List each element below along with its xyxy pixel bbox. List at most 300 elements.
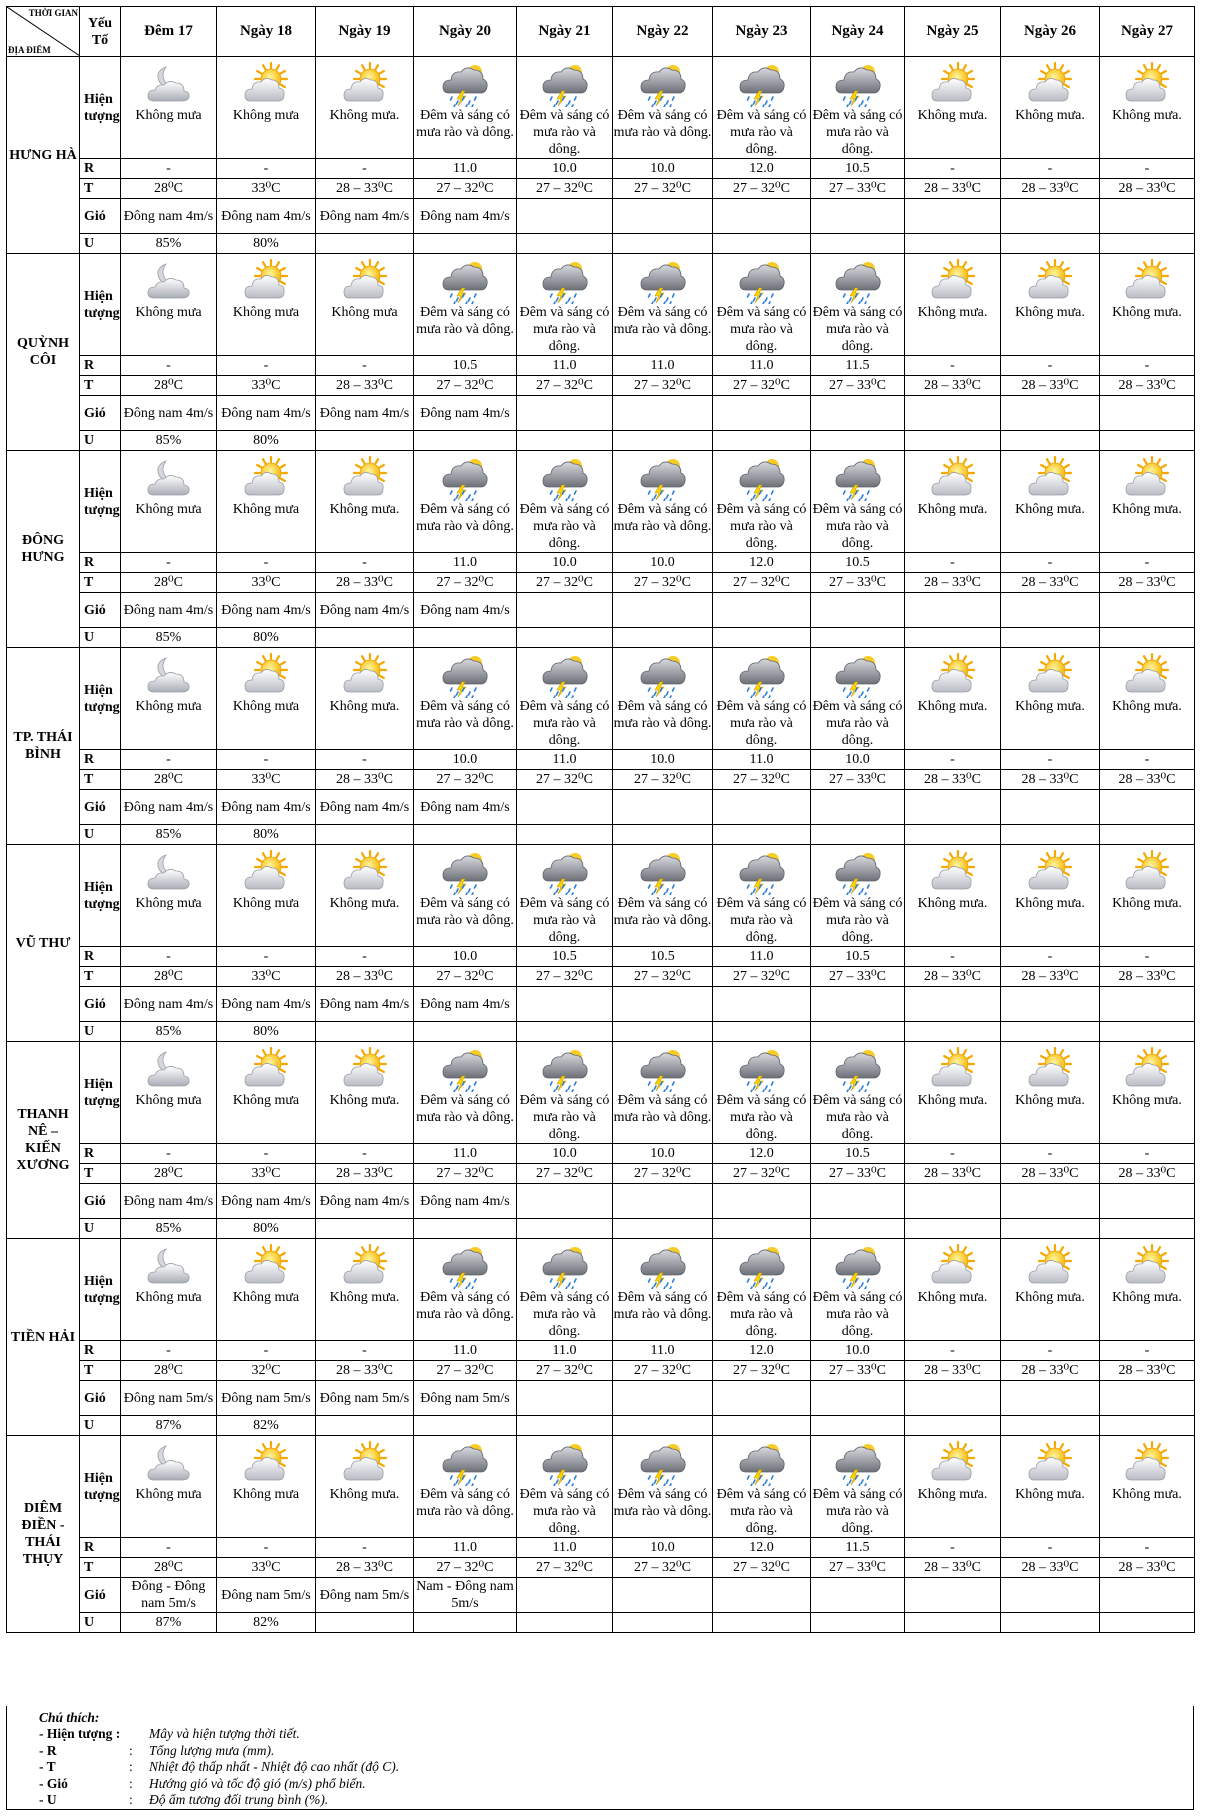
wind-value bbox=[1001, 199, 1100, 234]
rain-value: - bbox=[316, 947, 414, 967]
wind-value bbox=[713, 987, 811, 1022]
row-u bbox=[7, 1613, 1195, 1633]
humidity-value: 87% bbox=[121, 1416, 217, 1436]
field-label-u: U bbox=[80, 628, 121, 648]
humidity-value bbox=[713, 234, 811, 254]
field-label-u: U bbox=[80, 431, 121, 451]
humidity-value bbox=[316, 825, 414, 845]
sun-cloud-icon bbox=[1001, 455, 1099, 501]
phenomenon-text: Đêm và sáng có mưa rào và dông. bbox=[716, 1093, 807, 1142]
field-label-hien_tuong: Hiện tượng bbox=[80, 57, 121, 159]
temp-value: 27 – 32⁰C bbox=[517, 967, 613, 987]
wind-value: Đông - Đông nam 5m/s bbox=[121, 1578, 217, 1613]
humidity-value bbox=[414, 234, 517, 254]
temp-value: 28⁰C bbox=[121, 573, 217, 593]
temp-value: 33⁰C bbox=[217, 179, 316, 199]
wind-value bbox=[517, 1578, 613, 1613]
temp-value: 28 – 33⁰C bbox=[905, 1164, 1001, 1184]
sun-cloud-icon bbox=[316, 652, 413, 698]
sun-cloud-icon bbox=[905, 1243, 1000, 1289]
temp-value: 28⁰C bbox=[121, 770, 217, 790]
sun-cloud-icon bbox=[217, 258, 315, 304]
phenomenon-text: Đêm và sáng có mưa rào và dông. bbox=[812, 1093, 903, 1142]
wind-value bbox=[713, 593, 811, 628]
row-r bbox=[7, 1341, 1195, 1361]
temp-value: 28 – 33⁰C bbox=[905, 770, 1001, 790]
humidity-value bbox=[1001, 1613, 1100, 1633]
legend-value: Độ ẩm tương đối trung bình (%). bbox=[149, 1792, 329, 1807]
rain-value: 10.0 bbox=[613, 1144, 713, 1164]
wind-value: Đông nam 4m/s bbox=[414, 790, 517, 825]
wind-value bbox=[613, 790, 713, 825]
weather-cell bbox=[905, 451, 1001, 553]
sun-cloud-icon bbox=[1100, 455, 1194, 501]
rain-value: - bbox=[905, 356, 1001, 376]
thunderstorm-rain-icon bbox=[713, 1046, 810, 1092]
location-name: THANH NÊ – KIẾN XƯƠNG bbox=[7, 1042, 80, 1239]
row-t bbox=[7, 376, 1195, 396]
temp-value: 27 – 32⁰C bbox=[713, 376, 811, 396]
temp-value: 27 – 32⁰C bbox=[613, 967, 713, 987]
humidity-value bbox=[905, 234, 1001, 254]
phenomenon-text: Không mưa bbox=[135, 699, 202, 714]
day-header: Ngày 18 bbox=[217, 7, 316, 57]
wind-value bbox=[811, 1578, 905, 1613]
field-label-gio: Gió bbox=[80, 987, 121, 1022]
phenomenon-text: Không mưa. bbox=[1015, 502, 1085, 517]
wind-value: Đông nam 4m/s bbox=[414, 987, 517, 1022]
row-t bbox=[7, 770, 1195, 790]
wind-value bbox=[811, 1184, 905, 1219]
weather-cell bbox=[121, 845, 217, 947]
wind-value bbox=[811, 987, 905, 1022]
field-label-hien_tuong: Hiện tượng bbox=[80, 254, 121, 356]
row-g bbox=[7, 396, 1195, 431]
wind-value: Đông nam 4m/s bbox=[414, 1184, 517, 1219]
phenomenon-text: Đêm và sáng có mưa rào và dông. bbox=[716, 108, 807, 157]
phenomenon-text: Không mưa. bbox=[917, 502, 988, 517]
wind-value: Đông nam 4m/s bbox=[217, 396, 316, 431]
rain-value: - bbox=[905, 1538, 1001, 1558]
humidity-value bbox=[517, 1219, 613, 1239]
phenomenon-text: Không mưa. bbox=[1112, 896, 1182, 911]
temp-value: 28⁰C bbox=[121, 967, 217, 987]
weather-cell bbox=[121, 57, 217, 159]
temp-value: 28 – 33⁰C bbox=[1001, 573, 1100, 593]
temp-value: 28 – 33⁰C bbox=[316, 967, 414, 987]
sun-cloud-icon bbox=[217, 1440, 315, 1486]
phenomenon-text: Đêm và sáng có mưa rào và dông. bbox=[613, 108, 712, 140]
humidity-value bbox=[613, 1416, 713, 1436]
temp-value: 33⁰C bbox=[217, 770, 316, 790]
weather-cell bbox=[414, 254, 517, 356]
phenomenon-text: Đêm và sáng có mưa rào và dông. bbox=[613, 305, 712, 337]
rain-value: 12.0 bbox=[713, 1538, 811, 1558]
row-ht bbox=[7, 648, 1195, 750]
phenomenon-text: Không mưa. bbox=[329, 108, 400, 123]
rain-value: 11.0 bbox=[414, 1144, 517, 1164]
phenomenon-text: Không mưa. bbox=[329, 699, 400, 714]
wind-value bbox=[613, 1578, 713, 1613]
rain-value: - bbox=[1001, 1341, 1100, 1361]
sun-cloud-icon bbox=[1100, 1046, 1194, 1092]
humidity-value bbox=[414, 431, 517, 451]
thunderstorm-rain-icon bbox=[414, 652, 516, 698]
wind-value: Đông nam 5m/s bbox=[414, 1381, 517, 1416]
wind-value bbox=[613, 1184, 713, 1219]
rain-value: - bbox=[1001, 750, 1100, 770]
legend-value: Mây và hiện tượng thời tiết. bbox=[149, 1726, 300, 1741]
weather-cell bbox=[1001, 648, 1100, 750]
rain-value: - bbox=[217, 750, 316, 770]
weather-cell bbox=[905, 648, 1001, 750]
weather-cell bbox=[414, 845, 517, 947]
humidity-value bbox=[517, 1613, 613, 1633]
wind-value: Nam - Đông nam 5m/s bbox=[414, 1578, 517, 1613]
weather-cell bbox=[316, 57, 414, 159]
wind-value bbox=[905, 790, 1001, 825]
wind-value: Đông nam 4m/s bbox=[316, 790, 414, 825]
wind-value bbox=[905, 199, 1001, 234]
weather-cell bbox=[713, 1042, 811, 1144]
sun-cloud-icon bbox=[217, 1046, 315, 1092]
rain-value: - bbox=[1001, 947, 1100, 967]
thunderstorm-rain-icon bbox=[613, 1046, 712, 1092]
sun-cloud-icon bbox=[1001, 61, 1099, 107]
temp-value: 28 – 33⁰C bbox=[1001, 770, 1100, 790]
wind-value bbox=[613, 593, 713, 628]
row-t bbox=[7, 573, 1195, 593]
phenomenon-text: Không mưa. bbox=[1015, 1290, 1085, 1305]
humidity-value: 85% bbox=[121, 628, 217, 648]
temp-value: 28 – 33⁰C bbox=[316, 1164, 414, 1184]
humidity-value bbox=[811, 628, 905, 648]
day-header: Ngày 26 bbox=[1001, 7, 1100, 57]
humidity-value bbox=[316, 1219, 414, 1239]
humidity-value bbox=[414, 1219, 517, 1239]
weather-cell bbox=[713, 57, 811, 159]
phenomenon-text: Đêm và sáng có mưa rào và dông. bbox=[812, 1487, 903, 1536]
wind-value: Đông nam 5m/s bbox=[121, 1381, 217, 1416]
field-label-u: U bbox=[80, 1219, 121, 1239]
weather-cell bbox=[713, 1239, 811, 1341]
sun-cloud-icon bbox=[905, 455, 1000, 501]
row-r bbox=[7, 159, 1195, 179]
legend-key: - Gió bbox=[39, 1775, 68, 1791]
phenomenon-text: Không mưa bbox=[135, 1093, 202, 1108]
night-cloud-icon bbox=[121, 61, 216, 107]
humidity-value bbox=[414, 825, 517, 845]
humidity-value bbox=[811, 1613, 905, 1633]
wind-value bbox=[905, 593, 1001, 628]
wind-value: Đông nam 4m/s bbox=[121, 593, 217, 628]
field-label-hien_tuong: Hiện tượng bbox=[80, 1239, 121, 1341]
wind-value: Đông nam 4m/s bbox=[121, 396, 217, 431]
rain-value: 10.0 bbox=[811, 1341, 905, 1361]
row-u bbox=[7, 431, 1195, 451]
field-label-hien_tuong: Hiện tượng bbox=[80, 648, 121, 750]
rain-value: - bbox=[905, 1144, 1001, 1164]
rain-value: 11.0 bbox=[613, 356, 713, 376]
row-ht bbox=[7, 1042, 1195, 1144]
sun-cloud-icon bbox=[905, 652, 1000, 698]
rain-value: - bbox=[1001, 159, 1100, 179]
temp-value: 28 – 33⁰C bbox=[1100, 1164, 1195, 1184]
weather-cell bbox=[613, 648, 713, 750]
rain-value: 10.0 bbox=[414, 947, 517, 967]
weather-cell bbox=[713, 648, 811, 750]
phenomenon-text: Đêm và sáng có mưa rào và dông. bbox=[613, 502, 712, 534]
sun-cloud-icon bbox=[1001, 258, 1099, 304]
row-u bbox=[7, 1022, 1195, 1042]
thunderstorm-rain-icon bbox=[517, 652, 612, 698]
rain-value: 11.5 bbox=[811, 356, 905, 376]
row-u bbox=[7, 1416, 1195, 1436]
temp-value: 27 – 32⁰C bbox=[613, 573, 713, 593]
sun-cloud-icon bbox=[905, 1440, 1000, 1486]
rain-value: 12.0 bbox=[713, 1341, 811, 1361]
header-factor-label: Yếu Tố bbox=[80, 7, 121, 57]
weather-cell bbox=[517, 451, 613, 553]
sun-cloud-icon bbox=[1001, 849, 1099, 895]
thunderstorm-rain-icon bbox=[517, 258, 612, 304]
rain-value: 10.5 bbox=[811, 553, 905, 573]
humidity-value bbox=[713, 431, 811, 451]
temp-value: 27 – 32⁰C bbox=[517, 573, 613, 593]
thunderstorm-rain-icon bbox=[414, 849, 516, 895]
wind-value bbox=[1001, 790, 1100, 825]
sun-cloud-icon bbox=[1001, 652, 1099, 698]
weather-cell bbox=[905, 1239, 1001, 1341]
wind-value bbox=[905, 987, 1001, 1022]
legend-key: - U bbox=[39, 1792, 57, 1807]
weather-cell bbox=[414, 1042, 517, 1144]
weather-cell bbox=[1001, 254, 1100, 356]
thunderstorm-rain-icon bbox=[811, 258, 904, 304]
humidity-value bbox=[1100, 1219, 1195, 1239]
sun-cloud-icon bbox=[905, 61, 1000, 107]
humidity-value bbox=[1001, 431, 1100, 451]
forecast-table bbox=[6, 6, 1195, 1633]
wind-value bbox=[517, 987, 613, 1022]
temp-value: 28 – 33⁰C bbox=[1001, 967, 1100, 987]
field-label-r: R bbox=[80, 750, 121, 770]
field-label-t: T bbox=[80, 376, 121, 396]
field-label-r: R bbox=[80, 356, 121, 376]
thunderstorm-rain-icon bbox=[517, 1440, 612, 1486]
row-r bbox=[7, 1144, 1195, 1164]
weather-cell bbox=[613, 451, 713, 553]
legend-key: - Hiện tượng : bbox=[39, 1726, 121, 1741]
row-u bbox=[7, 628, 1195, 648]
sun-cloud-icon bbox=[1100, 258, 1194, 304]
humidity-value bbox=[316, 431, 414, 451]
day-header: Đêm 17 bbox=[121, 7, 217, 57]
field-label-u: U bbox=[80, 1022, 121, 1042]
wind-value: Đông nam 4m/s bbox=[121, 987, 217, 1022]
humidity-value bbox=[811, 1219, 905, 1239]
wind-value: Đông nam 4m/s bbox=[121, 1184, 217, 1219]
weather-cell bbox=[316, 254, 414, 356]
wind-value bbox=[1001, 1381, 1100, 1416]
temp-value: 27 – 32⁰C bbox=[613, 1558, 713, 1578]
temp-value: 28 – 33⁰C bbox=[1100, 770, 1195, 790]
sun-cloud-icon bbox=[905, 258, 1000, 304]
rain-value: - bbox=[217, 1538, 316, 1558]
sun-cloud-icon bbox=[217, 849, 315, 895]
phenomenon-text: Không mưa. bbox=[1015, 1487, 1085, 1502]
wind-value bbox=[811, 1381, 905, 1416]
humidity-value: 80% bbox=[217, 825, 316, 845]
temp-value: 33⁰C bbox=[217, 573, 316, 593]
thunderstorm-rain-icon bbox=[713, 455, 810, 501]
wind-value: Đông nam 4m/s bbox=[121, 790, 217, 825]
night-cloud-icon bbox=[121, 1046, 216, 1092]
field-label-r: R bbox=[80, 159, 121, 179]
row-t bbox=[7, 179, 1195, 199]
location-name: ĐÔNG HƯNG bbox=[7, 451, 80, 648]
thunderstorm-rain-icon bbox=[414, 61, 516, 107]
temp-value: 28 – 33⁰C bbox=[1100, 1558, 1195, 1578]
weather-cell bbox=[1001, 1436, 1100, 1538]
phenomenon-text: Đêm và sáng có mưa rào và dông. bbox=[519, 108, 610, 157]
wind-value: Đông nam 4m/s bbox=[121, 199, 217, 234]
temp-value: 28 – 33⁰C bbox=[905, 967, 1001, 987]
wind-value: Đông nam 5m/s bbox=[217, 1381, 316, 1416]
day-header: Ngày 27 bbox=[1100, 7, 1195, 57]
wind-value bbox=[517, 396, 613, 431]
weather-cell bbox=[713, 845, 811, 947]
wind-value bbox=[1100, 790, 1195, 825]
humidity-value bbox=[905, 628, 1001, 648]
weather-cell bbox=[517, 57, 613, 159]
temp-value: 27 – 32⁰C bbox=[713, 179, 811, 199]
weather-cell bbox=[517, 648, 613, 750]
night-cloud-icon bbox=[121, 849, 216, 895]
row-g bbox=[7, 987, 1195, 1022]
rain-value: 12.0 bbox=[713, 1144, 811, 1164]
phenomenon-text: Đêm và sáng có mưa rào và dông. bbox=[519, 1290, 610, 1339]
sun-cloud-icon bbox=[217, 61, 315, 107]
rain-value: 12.0 bbox=[713, 159, 811, 179]
wind-value bbox=[517, 199, 613, 234]
rain-value: - bbox=[1100, 1538, 1195, 1558]
location-name: TIỀN HẢI bbox=[7, 1239, 80, 1436]
rain-value: - bbox=[217, 356, 316, 376]
weather-cell bbox=[613, 845, 713, 947]
rain-value: - bbox=[121, 159, 217, 179]
night-cloud-icon bbox=[121, 652, 216, 698]
temp-value: 27 – 32⁰C bbox=[613, 376, 713, 396]
phenomenon-text: Không mưa. bbox=[1015, 108, 1085, 123]
phenomenon-text: Đêm và sáng có mưa rào và dông. bbox=[519, 896, 610, 945]
wind-value bbox=[811, 593, 905, 628]
wind-value bbox=[905, 1381, 1001, 1416]
sun-cloud-icon bbox=[1100, 849, 1194, 895]
wind-value: Đông nam 4m/s bbox=[217, 593, 316, 628]
temp-value: 28⁰C bbox=[121, 1558, 217, 1578]
field-label-gio: Gió bbox=[80, 790, 121, 825]
rain-value: 11.0 bbox=[414, 553, 517, 573]
weather-cell bbox=[414, 1436, 517, 1538]
weather-cell bbox=[1001, 1239, 1100, 1341]
rain-value: 11.0 bbox=[517, 1341, 613, 1361]
humidity-value bbox=[517, 825, 613, 845]
phenomenon-text: Đêm và sáng có mưa rào và dông. bbox=[519, 502, 610, 551]
temp-value: 28 – 33⁰C bbox=[1001, 179, 1100, 199]
humidity-value bbox=[905, 1219, 1001, 1239]
night-cloud-icon bbox=[121, 455, 216, 501]
temp-value: 28 – 33⁰C bbox=[316, 770, 414, 790]
weather-cell bbox=[217, 648, 316, 750]
rain-value: 11.0 bbox=[713, 750, 811, 770]
legend-colon: : bbox=[129, 1792, 133, 1807]
temp-value: 28 – 33⁰C bbox=[1100, 967, 1195, 987]
row-u bbox=[7, 234, 1195, 254]
field-label-t: T bbox=[80, 967, 121, 987]
phenomenon-text: Không mưa. bbox=[329, 1487, 400, 1502]
weather-cell bbox=[121, 1042, 217, 1144]
row-ht bbox=[7, 1239, 1195, 1341]
phenomenon-text: Không mưa. bbox=[917, 1093, 988, 1108]
weather-cell bbox=[517, 1042, 613, 1144]
sun-cloud-icon bbox=[316, 61, 413, 107]
phenomenon-text: Không mưa bbox=[135, 108, 202, 123]
phenomenon-text: Không mưa bbox=[232, 1487, 300, 1502]
wind-value bbox=[905, 396, 1001, 431]
wind-value bbox=[613, 199, 713, 234]
rain-value: - bbox=[316, 553, 414, 573]
rain-value: - bbox=[121, 553, 217, 573]
row-u bbox=[7, 1219, 1195, 1239]
weather-cell bbox=[905, 1042, 1001, 1144]
rain-value: - bbox=[1001, 1144, 1100, 1164]
thunderstorm-rain-icon bbox=[517, 1243, 612, 1289]
phenomenon-text: Không mưa bbox=[331, 305, 398, 320]
wind-value: Đông nam 4m/s bbox=[316, 593, 414, 628]
row-g bbox=[7, 1381, 1195, 1416]
phenomenon-text: Không mưa bbox=[135, 502, 202, 517]
rain-value: 10.0 bbox=[613, 553, 713, 573]
rain-value: 10.5 bbox=[414, 356, 517, 376]
weather-cell bbox=[1001, 451, 1100, 553]
humidity-value bbox=[713, 1613, 811, 1633]
humidity-value bbox=[1100, 628, 1195, 648]
weather-cell bbox=[121, 451, 217, 553]
legend-colon: : bbox=[129, 1742, 133, 1758]
phenomenon-text: Đêm và sáng có mưa rào và dông. bbox=[416, 108, 514, 140]
rain-value: - bbox=[316, 1341, 414, 1361]
temp-value: 28 – 33⁰C bbox=[905, 179, 1001, 199]
temp-value: 33⁰C bbox=[217, 1558, 316, 1578]
weather-cell bbox=[217, 254, 316, 356]
header-row bbox=[7, 7, 1195, 57]
rain-value: - bbox=[905, 553, 1001, 573]
weather-cell bbox=[414, 648, 517, 750]
temp-value: 28⁰C bbox=[121, 1361, 217, 1381]
thunderstorm-rain-icon bbox=[414, 1440, 516, 1486]
wind-value: Đông nam 4m/s bbox=[217, 790, 316, 825]
thunderstorm-rain-icon bbox=[811, 652, 904, 698]
rain-value: 11.0 bbox=[517, 356, 613, 376]
row-ht bbox=[7, 451, 1195, 553]
weather-cell bbox=[316, 1239, 414, 1341]
sun-cloud-icon bbox=[1100, 1243, 1194, 1289]
rain-value: - bbox=[217, 1144, 316, 1164]
rain-value: - bbox=[905, 159, 1001, 179]
temp-value: 27 – 33⁰C bbox=[811, 770, 905, 790]
field-label-gio: Gió bbox=[80, 396, 121, 431]
